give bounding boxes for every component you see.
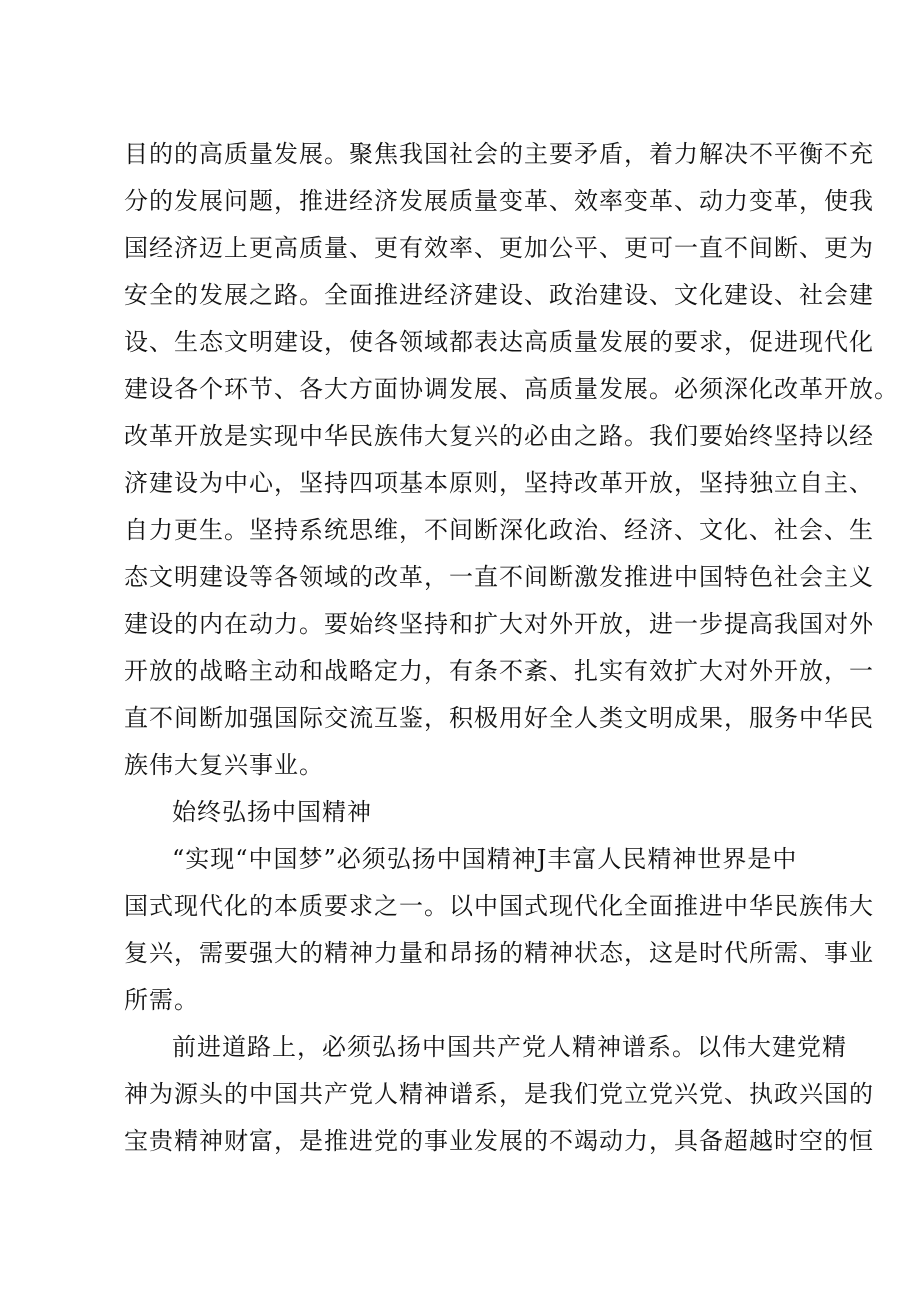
paragraph-line: 建设的内在动力。要始终坚持和扩大对外开放，进一步提高我国对外 — [124, 610, 874, 638]
paragraph-line: 建设各个环节、各大方面协调发展、高质量发展。必须深化改革开放。 — [124, 375, 899, 403]
paragraph-line: 态文明建设等各领域的改革，一直不间断激发推进中国特色社会主义 — [124, 563, 874, 591]
paragraph-line: 神为源头的中国共产党人精神谱系，是我们党立党兴党、执政兴国的 — [124, 1080, 874, 1108]
paragraph-line: 国式现代化的本质要求之一。以中国式现代化全面推进中华民族伟大 — [124, 892, 874, 920]
paragraph-line: 济建设为中心，坚持四项基本原则，坚持改革开放，坚持独立自主、 — [124, 469, 874, 497]
paragraph-line: 设、生态文明建设，使各领域都表达高质量发展的要求，促进现代化 — [124, 328, 874, 356]
paragraph-line: “实现“中国梦”必须弘扬中国精神J丰富人民精神世界是中 — [172, 845, 798, 873]
paragraph-line: 族伟大复兴事业。 — [124, 751, 324, 779]
paragraph-line: 直不间断加强国际交流互鉴，积极用好全人类文明成果，服务中华民 — [124, 704, 874, 732]
paragraph-line: 分的发展问题，推进经济发展质量变革、效率变革、动力变革，使我 — [124, 187, 874, 215]
paragraph-line: 国经济迈上更高质量、更有效率、更加公平、更可一直不间断、更为 — [124, 234, 874, 262]
paragraph-line: 改革开放是实现中华民族伟大复兴的必由之路。我们要始终坚持以经 — [124, 422, 874, 450]
section-heading: 始终弘扬中国精神 — [172, 798, 372, 826]
paragraph-line: 所需。 — [124, 986, 199, 1014]
paragraph-line: 安全的发展之路。全面推进经济建设、政治建设、文化建设、社会建 — [124, 281, 874, 309]
paragraph-line: 目的的高质量发展。聚焦我国社会的主要矛盾，着力解决不平衡不充 — [124, 140, 874, 168]
paragraph-line: 前进道路上，必须弘扬中国共产党人精神谱系。以伟大建党精 — [172, 1033, 847, 1061]
paragraph-line: 开放的战略主动和战略定力，有条不紊、扎实有效扩大对外开放，一 — [124, 657, 874, 685]
paragraph-line: 复兴，需要强大的精神力量和昂扬的精神状态，这是时代所需、事业 — [124, 939, 874, 967]
paragraph-line: 自力更生。坚持系统思维，不间断深化政治、经济、文化、社会、生 — [124, 516, 874, 544]
paragraph-line: 宝贵精神财富，是推进党的事业发展的不竭动力，具备超越时空的恒 — [124, 1127, 874, 1155]
